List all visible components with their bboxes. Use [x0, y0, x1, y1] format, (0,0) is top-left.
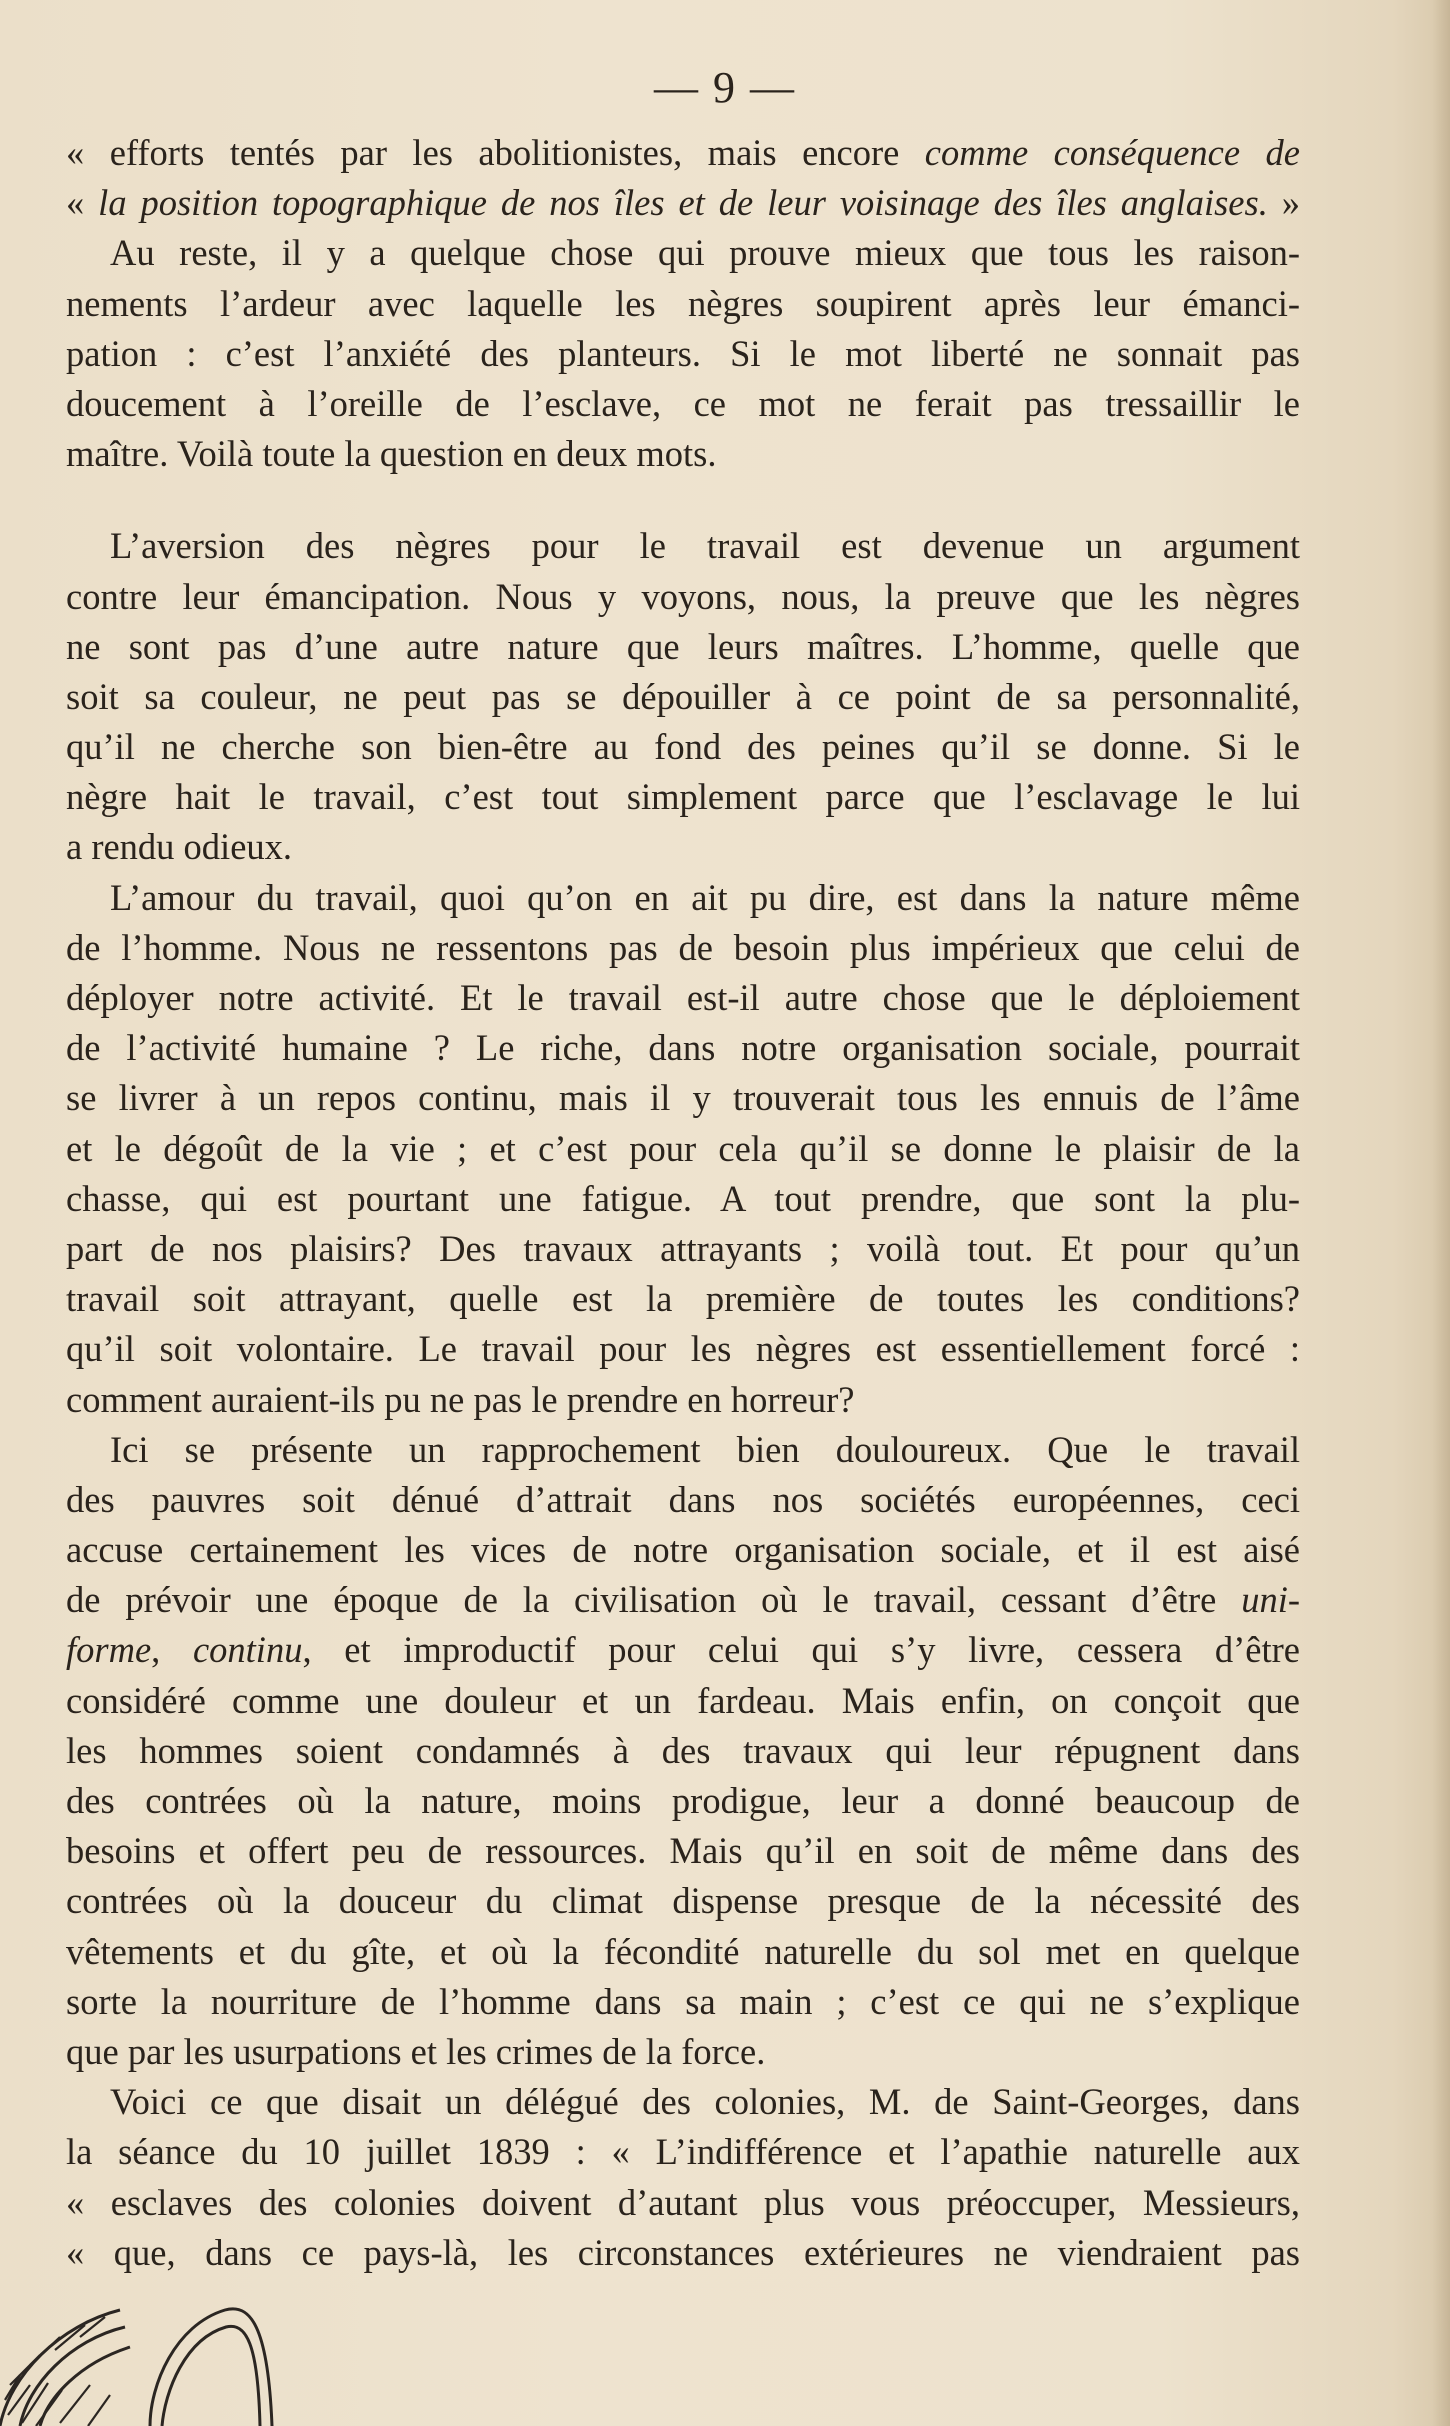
- text-line: pation : c’est l’anxiété des planteurs. Si le mot liberté ne sonnait pas: [66, 332, 1300, 374]
- text-line: des pauvres soit dénué d’attrait dans nos sociétés européennes, ceci: [66, 1478, 1300, 1520]
- page-edge-shadow: [1432, 0, 1450, 2426]
- body-text: [66, 128, 1300, 2278]
- text-line: nements l’ardeur avec laquelle les nègres soupirent après leur émanci-: [66, 282, 1300, 324]
- text-line: de l’homme. Nous ne ressentons pas de besoin plus impérieux que celui de: [66, 926, 1300, 968]
- text-line: déployer notre activité. Et le travail est-il autre chose que le déploiement: [66, 977, 1300, 1018]
- text-line: doucement à l’oreille de l’esclave, ce mot ne ferait pas tressaillir le: [66, 382, 1300, 424]
- paragraph-start: Au reste, il y a quelque chose qui prouve mieux que tous les raison-: [110, 232, 1300, 274]
- text-line: « esclaves des colonies doivent d’autant plus vous préoccuper, Messieurs,: [66, 2181, 1300, 2223]
- text-line: besoins et offert peu de ressources. Mais qu’il en soit de même dans des: [66, 1830, 1300, 1872]
- text-line: de l’activité humaine ? Le riche, dans notre organisation sociale, pourrait: [66, 1027, 1300, 1069]
- text-line: maître. Voilà toute la question en deux mots.: [66, 433, 717, 475]
- text-line: « la position topographique de nos îles et de leur voisinage des îles anglaises. »: [66, 182, 1300, 224]
- paragraph-start: Voici ce que disait un délégué des colonies, M. de Saint-Georges, dans: [110, 2081, 1300, 2123]
- page-number: — 9 —: [654, 63, 796, 112]
- text-line: la séance du 10 juillet 1839 : « L’indifférence et l’apathie naturelle aux: [66, 2131, 1300, 2173]
- text-line: comment auraient-ils pu ne pas le prendre en horreur?: [66, 1378, 855, 1420]
- text-line: contre leur émancipation. Nous y voyons, nous, la preuve que les nègres: [66, 575, 1300, 617]
- text-line: considéré comme une douleur et un fardeau. Mais enfin, on conçoit que: [66, 1679, 1300, 1721]
- text-line: « efforts tentés par les abolitionistes, mais encore comme conséquence de: [66, 132, 1300, 173]
- text-line: forme, continu, et improductif pour celui qui s’y livre, cessera d’être: [66, 1629, 1300, 1671]
- text-line: sorte la nourriture de l’homme dans sa main ; c’est ce qui ne s’explique: [66, 1980, 1300, 2022]
- text-line: se livrer à un repos continu, mais il y trouverait tous les ennuis de l’âme: [66, 1077, 1300, 1119]
- text-line: contrées où la douceur du climat dispense presque de la nécessité des: [66, 1880, 1300, 1922]
- text-line: « que, dans ce pays-là, les circonstances extérieures ne viendraient pas: [66, 2231, 1300, 2273]
- paragraph-start: L’aversion des nègres pour le travail est devenue un argument: [110, 525, 1300, 567]
- paragraph-start: Ici se présente un rapprochement bien douloureux. Que le travail: [110, 1428, 1300, 1470]
- section-gap: [66, 479, 1300, 521]
- text-line: nègre hait le travail, c’est tout simplement parce que l’esclavage le lui: [66, 776, 1300, 818]
- text-line: que par les usurpations et les crimes de la force.: [66, 2030, 766, 2072]
- text-line: les hommes soient condamnés à des travaux qui leur répugnent dans: [66, 1729, 1300, 1771]
- text-line: ne sont pas d’une autre nature que leurs maîtres. L’homme, quelle que: [66, 625, 1300, 667]
- text-line: vêtements et du gîte, et où la fécondité naturelle du sol met en quelque: [66, 1930, 1300, 1972]
- text-line: a rendu odieux.: [66, 826, 293, 868]
- text-line: travail soit attrayant, quelle est la première de toutes les conditions?: [66, 1278, 1300, 1320]
- text-line: de prévoir une époque de la civilisation où le travail, cessant d’être uni-: [66, 1579, 1300, 1621]
- text-line: part de nos plaisirs? Des travaux attrayants ; voilà tout. Et pour qu’un: [66, 1227, 1300, 1269]
- text-line: soit sa couleur, ne peut pas se dépouiller à ce point de sa personnalité,: [66, 675, 1300, 717]
- library-stamp-icon: [0, 2265, 290, 2426]
- text-line: des contrées où la nature, moins prodigue, leur a donné beaucoup de: [66, 1780, 1300, 1821]
- text-line: chasse, qui est pourtant une fatigue. A tout prendre, que sont la plu-: [66, 1177, 1300, 1219]
- text-line: qu’il ne cherche son bien-être au fond des peines qu’il se donne. Si le: [66, 726, 1300, 768]
- paragraph-start: L’amour du travail, quoi qu’on en ait pu dire, est dans la nature même: [110, 876, 1300, 918]
- text-line: et le dégoût de la vie ; et c’est pour cela qu’il se donne le plaisir de la: [66, 1127, 1300, 1169]
- text-line: accuse certainement les vices de notre organisation sociale, et il est aisé: [66, 1529, 1300, 1571]
- text-line: qu’il soit volontaire. Le travail pour les nègres est essentiellement forcé :: [66, 1328, 1300, 1370]
